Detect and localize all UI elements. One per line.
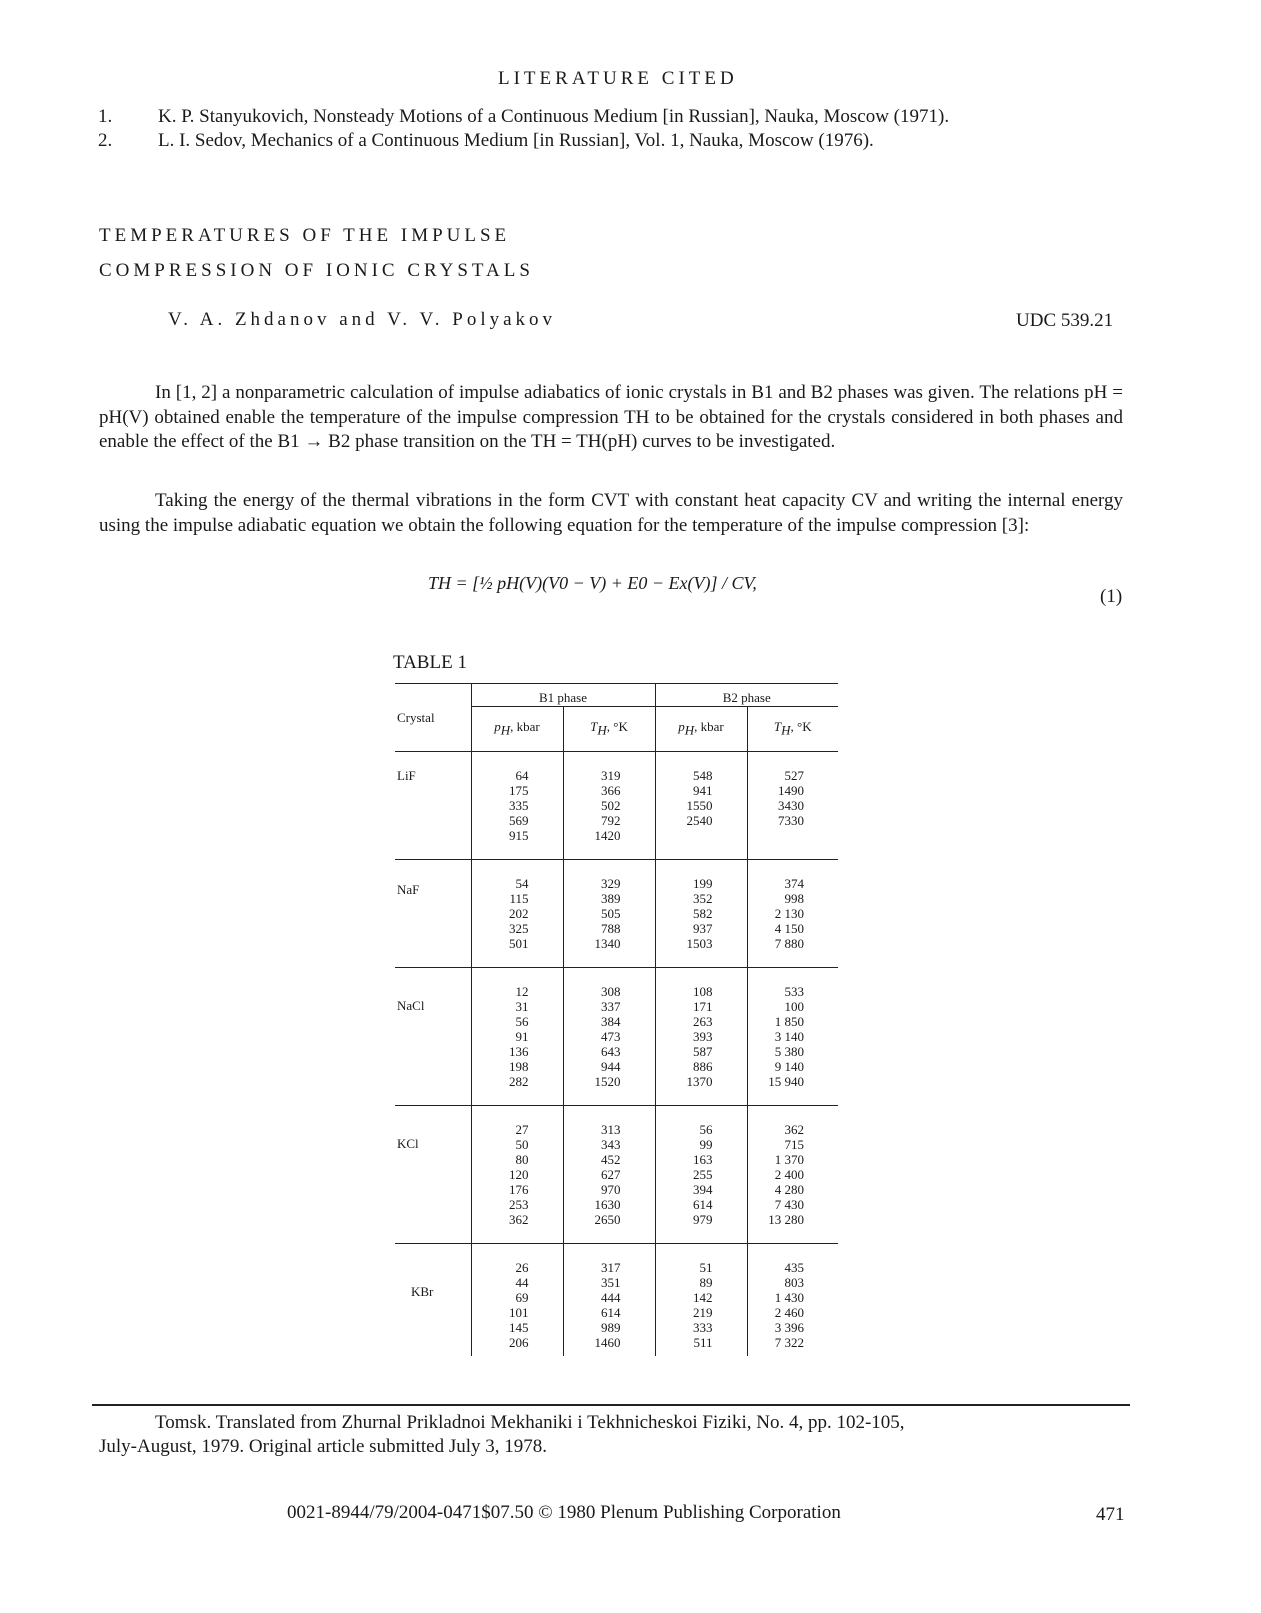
article-title-line-1: TEMPERATURES OF THE IMPULSE xyxy=(99,225,511,246)
article-authors: V. A. Zhdanov and V. V. Polyakov xyxy=(168,309,557,330)
data-table xyxy=(395,683,838,1356)
b1-temperature-values: 308 337 384 473 643 944 1520 xyxy=(563,968,655,1106)
copyright-line: 0021-8944/79/2004-0471$07.50 © 1980 Plenum Publishing Corporation xyxy=(287,1502,841,1523)
b2-pressure-values: 56 99 163 255 394 614 979 xyxy=(655,1106,747,1244)
reference-text: K. P. Stanyukovich, Nonsteady Motions of a Continuous Medium [in Russian], Nauka, Moscow (1971). xyxy=(158,106,950,127)
page-number: 471 xyxy=(1096,1504,1125,1525)
b2-pressure-header: $p_H$, kbar xyxy=(655,707,747,752)
equation-1: TH = [½ pH(V)(V0 − V) + E0 − Ex(V)] / CV, xyxy=(428,573,757,593)
table-row xyxy=(395,860,838,968)
footnote-line-1: Tomsk. Translated from Zhurnal Prikladnoi Mekhaniki i Tekhnicheskoi Fiziki, No. 4, pp. 102-105, xyxy=(155,1412,905,1433)
body-paragraph-2: Taking the energy of the thermal vibrations in the form CVT with constant heat capacity CV and writing the internal energy using the impulse adiabatic equation we obtain the following equation for the temperature of the impulse compression [3]: xyxy=(99,490,1123,536)
reference-item xyxy=(0,128,1261,153)
b1-pressure-header: $p_H$, kbar xyxy=(471,707,563,752)
udc-code: UDC 539.21 xyxy=(1016,310,1114,331)
crystal-name: KCl xyxy=(395,1106,471,1244)
reference-number: 1. xyxy=(98,106,113,127)
b1-pressure-values: 12 31 56 91 136 198 282 xyxy=(471,968,563,1106)
b1-temperature-values: 313 343 452 627 970 1630 2650 xyxy=(563,1106,655,1244)
table-caption: TABLE 1 xyxy=(393,652,467,673)
b2-pressure-values: 51 89 142 219 333 511 xyxy=(655,1244,747,1357)
b2-temperature-header: $T_H$, °K xyxy=(747,707,838,752)
b1-temperature-header: $T_H$, °K xyxy=(563,707,655,752)
crystal-name: KBr xyxy=(395,1244,471,1357)
b2-temperature-values: 533 100 1 850 3 140 5 380 9 140 15 940 xyxy=(747,968,838,1106)
literature-heading: LITERATURE CITED xyxy=(498,68,738,89)
b1-phase-header: B1 phase xyxy=(471,684,655,707)
reference-number: 2. xyxy=(98,130,113,151)
crystal-name: LiF xyxy=(397,768,416,783)
b2-temperature-values: 527 1490 3430 7330 xyxy=(747,752,838,860)
reference-text: L. I. Sedov, Mechanics of a Continuous Medium [in Russian], Vol. 1, Nauka, Moscow (1976). xyxy=(158,130,874,151)
table-row xyxy=(395,1106,838,1244)
table-row xyxy=(395,968,838,1106)
crystal-name: NaCl xyxy=(395,968,471,1106)
b2-temperature-values: 374 998 2 130 4 150 7 880 xyxy=(747,860,838,968)
article-title-line-2: COMPRESSION OF IONIC CRYSTALS xyxy=(99,260,534,281)
b1-temperature-values: 329 389 505 788 1340 xyxy=(563,860,655,968)
body-paragraph-1: In [1, 2] a nonparametric calculation of impulse adiabatics of ionic crystals in B1 and B2 phases was given. The relations pH = pH(V) obtained enable the temperature of the impulse compression TH to be obtained for the crystals considered in both phases and enable the effect of the B1 → B2 phase transition on the TH = TH(pH) curves to be investigated. xyxy=(99,382,1123,452)
b1-pressure-values: 54 115 202 325 501 xyxy=(471,860,563,968)
table-row xyxy=(395,1244,838,1357)
b2-phase-header: B2 phase xyxy=(655,684,838,707)
b2-pressure-values: 548 941 1550 2540 xyxy=(655,752,747,860)
equation-number: (1) xyxy=(1100,586,1123,607)
b1-pressure-values: 27 50 80 120 176 253 362 xyxy=(471,1106,563,1244)
footnote-line-2: July-August, 1979. Original article submitted July 3, 1978. xyxy=(99,1436,548,1457)
table-header-row xyxy=(395,684,838,707)
reference-item xyxy=(0,104,1261,129)
b2-temperature-values: 362 715 1 370 2 400 4 280 7 430 13 280 xyxy=(747,1106,838,1244)
b2-pressure-values: 199 352 582 937 1503 xyxy=(655,860,747,968)
b1-temperature-values: 317 351 444 614 989 1460 xyxy=(563,1244,655,1357)
b1-temperature-values: 319 366 502 792 1420 xyxy=(563,752,655,860)
b1-pressure-values: 26 44 69 101 145 206 xyxy=(471,1244,563,1357)
crystal-name: NaF xyxy=(395,860,471,968)
footnote-divider xyxy=(92,1404,1130,1406)
b2-temperature-values: 435 803 1 430 2 460 3 396 7 322 xyxy=(747,1244,838,1357)
b2-pressure-values: 108 171 263 393 587 886 1370 xyxy=(655,968,747,1106)
table-row xyxy=(395,752,838,860)
b1-pressure-values: 64 175 335 569 915 xyxy=(471,752,563,860)
crystal-header: Crystal xyxy=(395,684,471,752)
